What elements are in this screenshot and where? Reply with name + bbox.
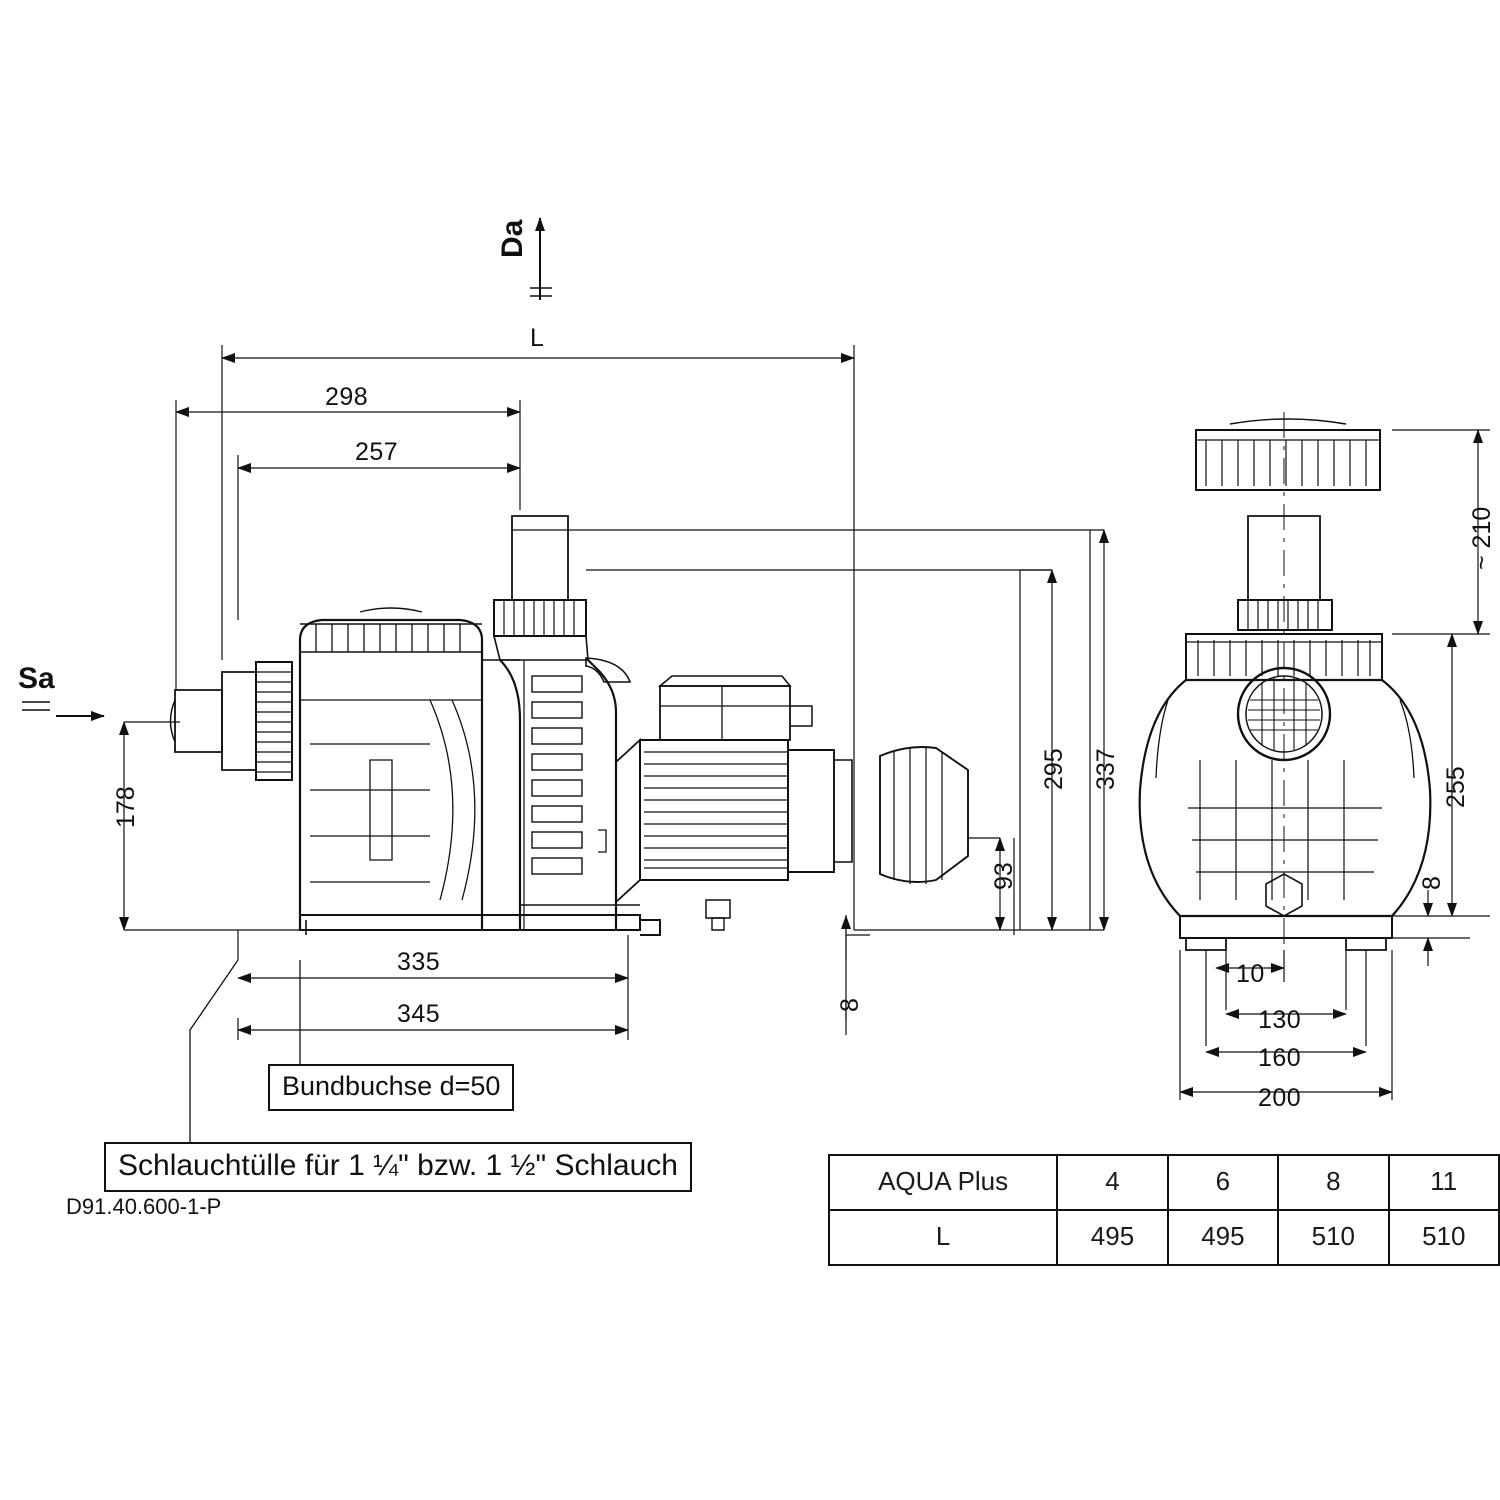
dimension-8-side: 8 [836, 998, 864, 1012]
dimension-337: 337 [1092, 748, 1120, 790]
table-cell-L-4: 510 [1389, 1210, 1499, 1265]
dimension-93: 93 [990, 862, 1018, 890]
drawing-number: D91.40.600-1-P [66, 1194, 222, 1219]
dimension-335: 335 [397, 948, 441, 976]
dimension-345: 345 [397, 1000, 441, 1028]
dimension-130: 130 [1258, 1006, 1302, 1034]
table-cell-L-label: L [829, 1210, 1057, 1265]
dimension-298: 298 [325, 383, 369, 411]
table-cell-model-3: 8 [1278, 1155, 1388, 1210]
table-cell-model-4: 11 [1389, 1155, 1499, 1210]
callout-bundbuchse: Bundbuchse d=50 [268, 1064, 514, 1111]
dimension-200: 200 [1258, 1084, 1302, 1112]
table-row [829, 1155, 1499, 1210]
dimension-10: 10 [1236, 960, 1265, 988]
table-cell-model-2: 6 [1168, 1155, 1278, 1210]
model-length-table [828, 1154, 1500, 1266]
table-row [829, 1210, 1499, 1265]
table-cell-model-label: AQUA Plus [829, 1155, 1057, 1210]
dimension-295: 295 [1040, 748, 1068, 790]
table-cell-model-1: 4 [1057, 1155, 1167, 1210]
discharge-flow-label: Da [496, 219, 529, 258]
table-cell-L-2: 495 [1168, 1210, 1278, 1265]
dimension-255: 255 [1442, 766, 1470, 808]
suction-flow-label: Sa [18, 662, 55, 695]
dimension-L: L [530, 324, 545, 352]
dimension-8-front: 8 [1418, 876, 1446, 890]
dimension-210: ~ 210 [1468, 506, 1496, 570]
dimension-160: 160 [1258, 1044, 1302, 1072]
table-cell-L-1: 495 [1057, 1210, 1167, 1265]
callout-schlauchtuelle: Schlauchtülle für 1 ¼" bzw. 1 ½" Schlauch [104, 1142, 692, 1192]
dimension-257: 257 [355, 438, 399, 466]
table-cell-L-3: 510 [1278, 1210, 1388, 1265]
dimension-178: 178 [112, 786, 140, 828]
